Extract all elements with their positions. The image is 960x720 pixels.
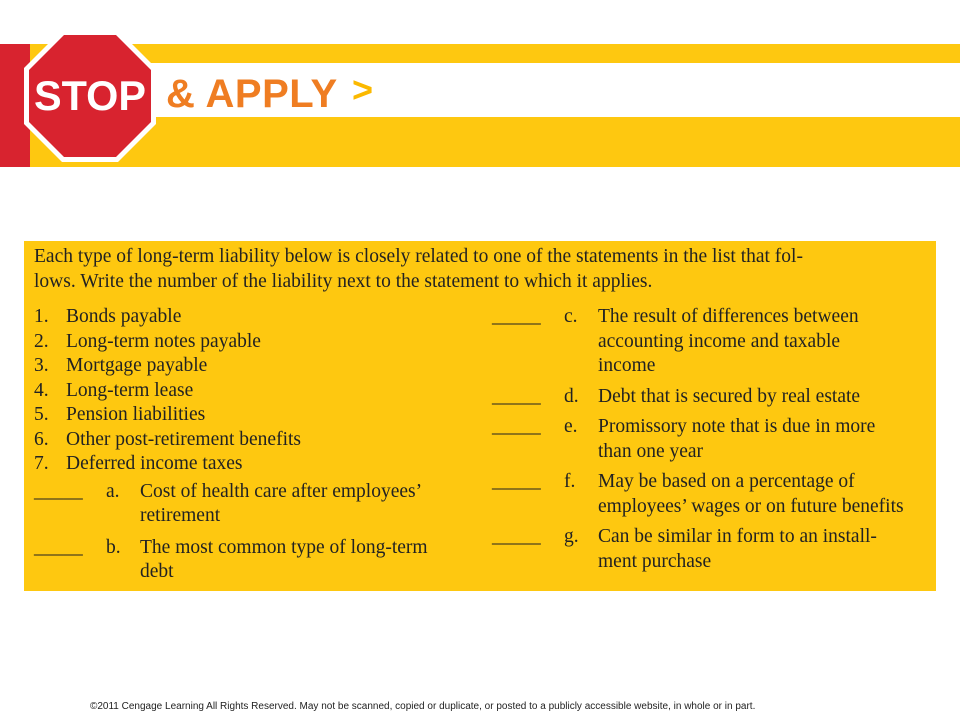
statement-text <box>598 470 932 519</box>
liability-text: Mortgage payable <box>66 355 208 376</box>
liability-number: 1. <box>34 306 49 327</box>
statement-line: The most common type of long-term <box>140 536 428 558</box>
intro-line: Each type of long-term liability below is closely related to one of the statements in the list that fol- <box>34 246 803 267</box>
statement-text <box>598 525 932 574</box>
statement-text <box>598 415 932 464</box>
liability-item <box>34 305 484 330</box>
stop-text: STOP <box>34 72 146 119</box>
statement-item <box>492 385 932 410</box>
answer-blank[interactable]: _____ <box>34 480 83 502</box>
liability-text: Long-term notes payable <box>66 330 261 352</box>
right-column <box>492 305 932 574</box>
statement-line: employees’ wages or on future benefits <box>598 495 904 517</box>
intro-line: lows. Write the number of the liability next to the statement to which it applies. <box>34 271 653 292</box>
liability-number: 2. <box>34 330 49 352</box>
answer-blank[interactable]: _____ <box>492 416 541 437</box>
statement-item <box>492 470 932 519</box>
statement-item <box>492 525 932 574</box>
liability-text: Pension liabilities <box>66 404 206 425</box>
statement-line: retirement <box>140 505 221 526</box>
liability-item <box>34 330 484 355</box>
statement-item <box>34 536 484 585</box>
answer-blank[interactable]: _____ <box>34 536 83 558</box>
chevron-right-icon: > <box>352 69 374 110</box>
liability-number: 3. <box>34 355 49 376</box>
liability-item <box>34 354 484 379</box>
statement-item <box>492 415 932 464</box>
statement-line: than one year <box>598 440 704 462</box>
statement-letter: b. <box>106 536 121 558</box>
statement-line: Promissory note that is due in more <box>598 416 876 437</box>
statement-item <box>34 480 484 529</box>
copyright-footer: ©2011 Cengage Learning All Rights Reserved. May not be scanned, copied or duplicate, or posted to a publicly accessible website, in whole or in part. <box>90 701 756 712</box>
liability-text: Deferred income taxes <box>66 453 243 474</box>
answer-blank[interactable]: _____ <box>492 306 541 327</box>
liability-text: Bonds payable <box>66 306 182 327</box>
statement-letter: c. <box>564 306 578 327</box>
left-column <box>34 305 484 585</box>
statement-letter: f. <box>564 471 576 492</box>
apply-title: & APPLY <box>166 72 338 116</box>
statement-line: Can be similar in form to an install- <box>598 526 877 547</box>
liability-number: 5. <box>34 404 49 425</box>
statement-line: ment purchase <box>598 550 712 572</box>
exercise-instructions <box>34 244 930 294</box>
statement-text <box>140 536 484 585</box>
statement-line: Cost of health care after employees’ <box>140 480 423 502</box>
statement-text <box>140 480 484 529</box>
liability-text: Other post-retirement benefits <box>66 428 301 450</box>
statement-line: debt <box>140 561 174 582</box>
stop-sign-icon <box>22 28 158 164</box>
answer-blank[interactable]: _____ <box>492 471 541 492</box>
liability-item <box>34 403 484 428</box>
exercise-box <box>24 241 936 591</box>
statement-letter: g. <box>564 526 579 547</box>
statement-line: Debt that is secured by real estate <box>598 385 861 407</box>
statement-line: May be based on a percentage of <box>598 471 855 492</box>
statement-letter: e. <box>564 416 578 437</box>
statement-line: income <box>598 355 656 376</box>
liability-number: 6. <box>34 428 49 450</box>
statement-letter: d. <box>564 385 579 407</box>
statement-text <box>598 305 932 379</box>
liability-item <box>34 428 484 453</box>
statement-text <box>598 385 932 410</box>
liability-number: 4. <box>34 379 49 401</box>
liability-item <box>34 452 484 477</box>
liability-number: 7. <box>34 453 49 474</box>
liability-text: Long-term lease <box>66 379 194 401</box>
statement-item <box>492 305 932 379</box>
statement-line: accounting income and taxable <box>598 330 841 352</box>
answer-blank[interactable]: _____ <box>492 385 541 407</box>
answer-blank[interactable]: _____ <box>492 526 541 547</box>
statement-line: The result of differences between <box>598 306 859 327</box>
liability-item <box>34 379 484 404</box>
statement-letter: a. <box>106 480 120 502</box>
